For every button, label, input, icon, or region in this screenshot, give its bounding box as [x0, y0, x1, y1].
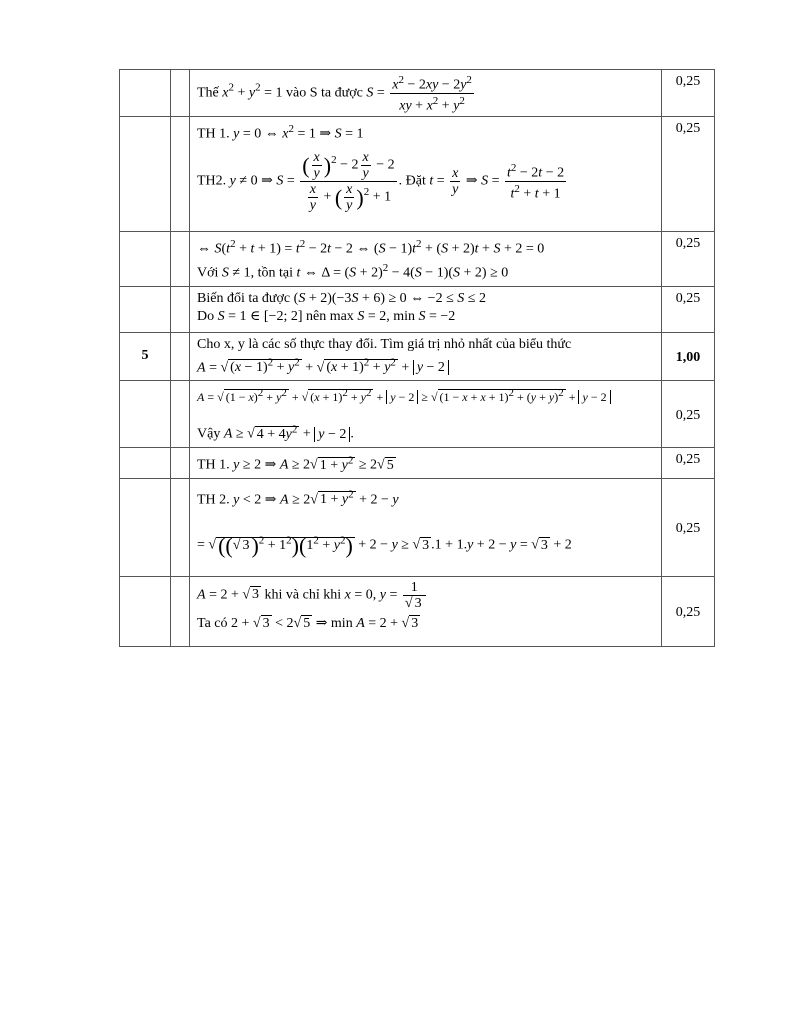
formula-line: ⇔ $S(t^2 + t + 1) = t^2 - 2t - 2$ ⇔ $(S - 1)t^2 + (S + 2)t + S + 2 = 0$ [197, 238, 545, 257]
formula-line: Biến đổi ta được (S + 2)(−3S + 6) ≥ 0 ⇔ −2 ≤ S ≤ 2 [197, 290, 486, 306]
formula-line: TH 1. y ≥ 2 ⇒ A ≥ 2√ $1 + y^2 \ge 2√$ 5 [197, 453, 394, 473]
solution-step [190, 232, 662, 286]
solution-step [190, 70, 662, 117]
score-cell: 0,25 [662, 478, 715, 576]
score-cell: 0,25 [662, 576, 715, 646]
solution-step [190, 478, 662, 576]
table-row [120, 447, 715, 478]
solution-step [190, 286, 662, 332]
score-cell: 0,25 [662, 232, 715, 286]
score-cell: 0,25 [662, 117, 715, 232]
question-number: 5 [120, 332, 171, 381]
answer-table [119, 69, 715, 647]
score-cell: 1,00 [662, 332, 715, 381]
formula-line: Vậy A ≥ √ $4 + 4y^2 + y - 2$ . [197, 423, 354, 442]
formula-line: A = √ $(1 - x)^2 + y^2$ + √ $(x + 1)^2 + y^2 + y - 2$ ≥ √ $(1 - x + x + 1)^2 + (y + y)^2 + y - 2$ [197, 384, 655, 406]
formula-line: Ta có 2 + √ 3 < 2√ 5 ⇒ min A = 2 + √ 3 [197, 615, 419, 631]
question-number-cell [120, 70, 171, 117]
score-cell: 0,25 [662, 70, 715, 117]
formula-line: Với S ≠ 1, tồn tại t ⇔ $\Delta = (S + 2)^2 - 4(S - 1)(S + 2) \ge 0$ [197, 261, 509, 281]
table-row [120, 70, 715, 117]
formula-line: Thế $x^2 + y^2 = 1$ vào S ta được S = $\frac{x^2 - 2xy - 2y^2}{xy + x^2 + y^2}$ [197, 74, 472, 114]
score-cell: 0,25 [662, 286, 715, 332]
formula-line: = √((√ $3)^2 + 1^2)(1^2 + y^2) + 2 - y$ ≥ √ 3 .1 + 1.y + 2 − y = √ 3 + 2 [197, 532, 572, 558]
sub-cell [171, 70, 190, 117]
solution-step [190, 117, 662, 232]
table-row [120, 286, 715, 332]
score-cell: 0,25 [662, 381, 715, 448]
table-row [120, 232, 715, 286]
formula-line: TH2. y ≠ 0 ⇒ S = ( $\frac{x}{y}$ )$^2$ − 2 $\frac{x}{y}$ − 2 $\frac{x}{y}$ + ( $\frac{x}{y}$ )$^2$ + 1 . Đặt t = $\frac{x}{y}$ ⇒ S = $\frac{t^2 - 2t - 2}{t^2 + t + 1}$ [197, 149, 565, 213]
formula-line: Do S = 1 ∈ [−2; 2] nên max S = 2, min S = −2 [197, 308, 456, 324]
solution-step [190, 381, 662, 448]
formula-line: TH 2. y < 2 ⇒ A ≥ 2√ $1 + y^2 + 2 - y$ [197, 488, 399, 508]
formula-line: A = 2 + √ 3 khi và chỉ khi x = 0, y = $\frac{1}{√ 3}$ [197, 580, 655, 611]
table-row [120, 332, 715, 381]
score-cell: 0,25 [662, 447, 715, 478]
table-row [120, 478, 715, 576]
table-row [120, 381, 715, 448]
table-row [120, 117, 715, 232]
formula-line: A = √ $(x - 1)^2 + y^2$ + √ $(x + 1)^2 + y^2 + y - 2$ [197, 354, 655, 378]
table-row [120, 576, 715, 646]
solution-step [190, 576, 662, 646]
solution-step [190, 447, 662, 478]
question-text [190, 332, 662, 381]
question-statement: Cho x, y là các số thực thay đổi. Tìm giá trị nhỏ nhất của biểu thức [197, 336, 572, 352]
formula-line: TH 1. y = 0 ⇔ $x^2 = 1$ ⇒ S = 1 [197, 123, 364, 142]
